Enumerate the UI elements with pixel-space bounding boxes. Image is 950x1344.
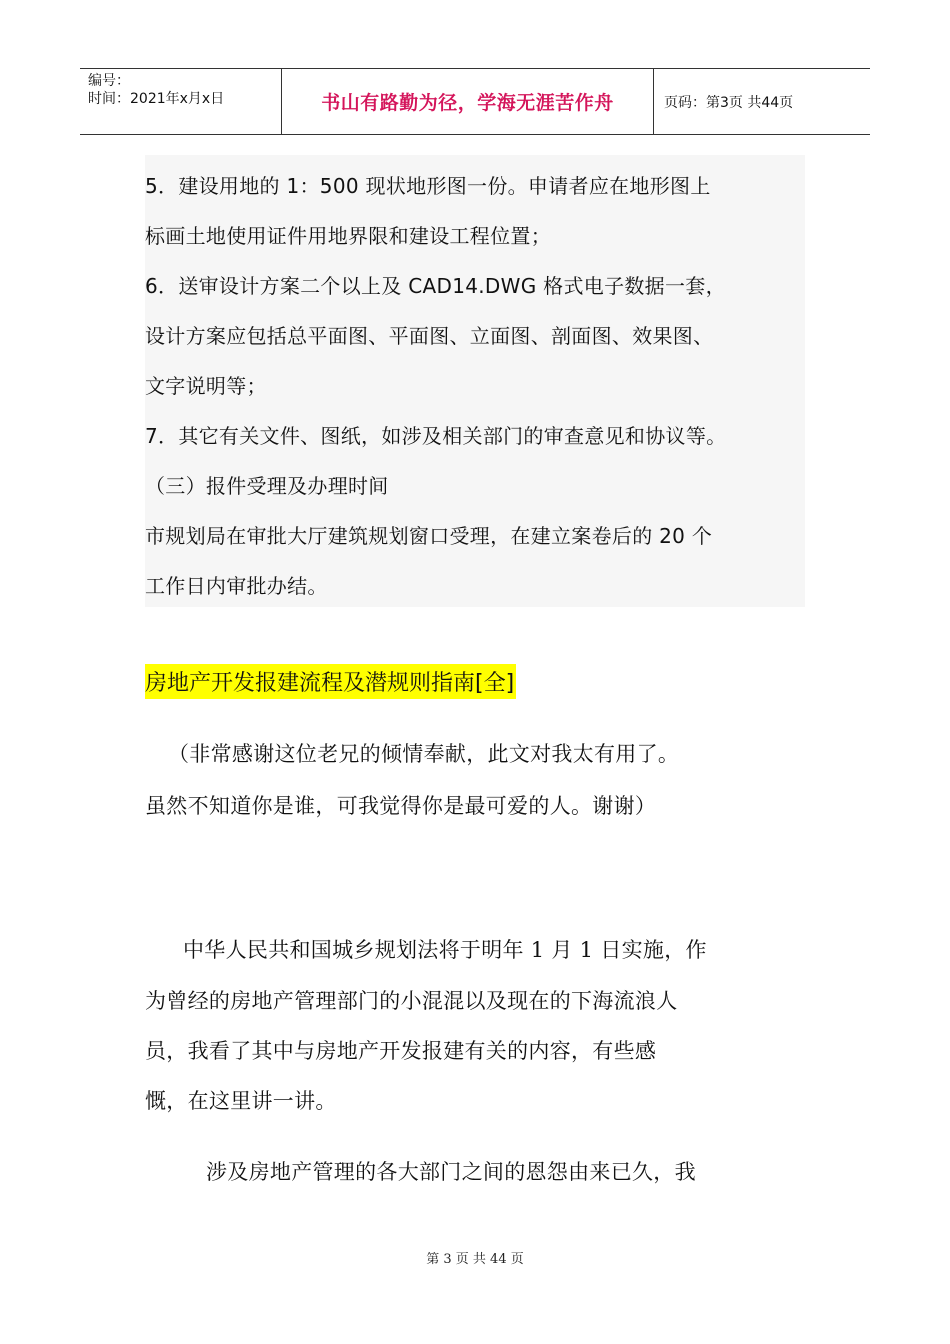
page-header <box>80 68 870 135</box>
page-footer: 第 3 页 共 44 页 <box>426 1252 524 1267</box>
body-line: 慨，在这里讲一讲。 <box>145 1089 337 1113</box>
body-line: 为曾经的房地产管理部门的小混混以及现在的下海流浪人 <box>145 989 678 1013</box>
list-line: 工作日内审批办结。 <box>145 574 328 598</box>
list-line: 市规划局在审批大厅建筑规划窗口受理，在建立案卷后的 20 个 <box>145 524 713 548</box>
body-line: 涉及房地产管理的各大部门之间的恩怨由来已久，我 <box>206 1160 696 1184</box>
header-motto: 书山有路勤为径，学海无涯苦作舟 <box>282 69 654 134</box>
list-line: 设计方案应包括总平面图、平面图、立面图、剖面图、效果图、 <box>145 324 714 348</box>
highlighted-title: 房地产开发报建流程及潜规则指南[全] <box>145 664 516 699</box>
body-line: 中华人民共和国城乡规划法将于明年 1 月 1 日实施，作 <box>183 938 707 962</box>
header-page-info: 页码：第3页 共44页 <box>664 94 794 111</box>
header-number-label: 编号： <box>88 73 130 89</box>
header-meta <box>80 69 282 134</box>
thanks-line: （非常感谢这位老兄的倾情奉献，此文对我太有用了。 <box>168 742 680 766</box>
list-line: 7．其它有关文件、图纸，如涉及相关部门的审查意见和协议等。 <box>145 424 727 448</box>
list-line: 5．建设用地的 1：500 现状地形图一份。申请者应在地形图上 <box>145 174 711 198</box>
section-heading: （三）报件受理及办理时间 <box>145 474 389 498</box>
thanks-line: 虽然不知道你是谁，可我觉得你是最可爱的人。谢谢） <box>145 794 657 818</box>
header-time-label: 时间：2021年x月x日 <box>88 91 225 107</box>
list-line: 文字说明等； <box>145 374 267 398</box>
body-line: 员，我看了其中与房地产开发报建有关的内容，有些感 <box>145 1039 657 1063</box>
list-line: 标画土地使用证件用地界限和建设工程位置； <box>145 224 551 248</box>
list-line: 6．送审设计方案二个以上及 CAD14.DWG 格式电子数据一套， <box>145 274 726 298</box>
